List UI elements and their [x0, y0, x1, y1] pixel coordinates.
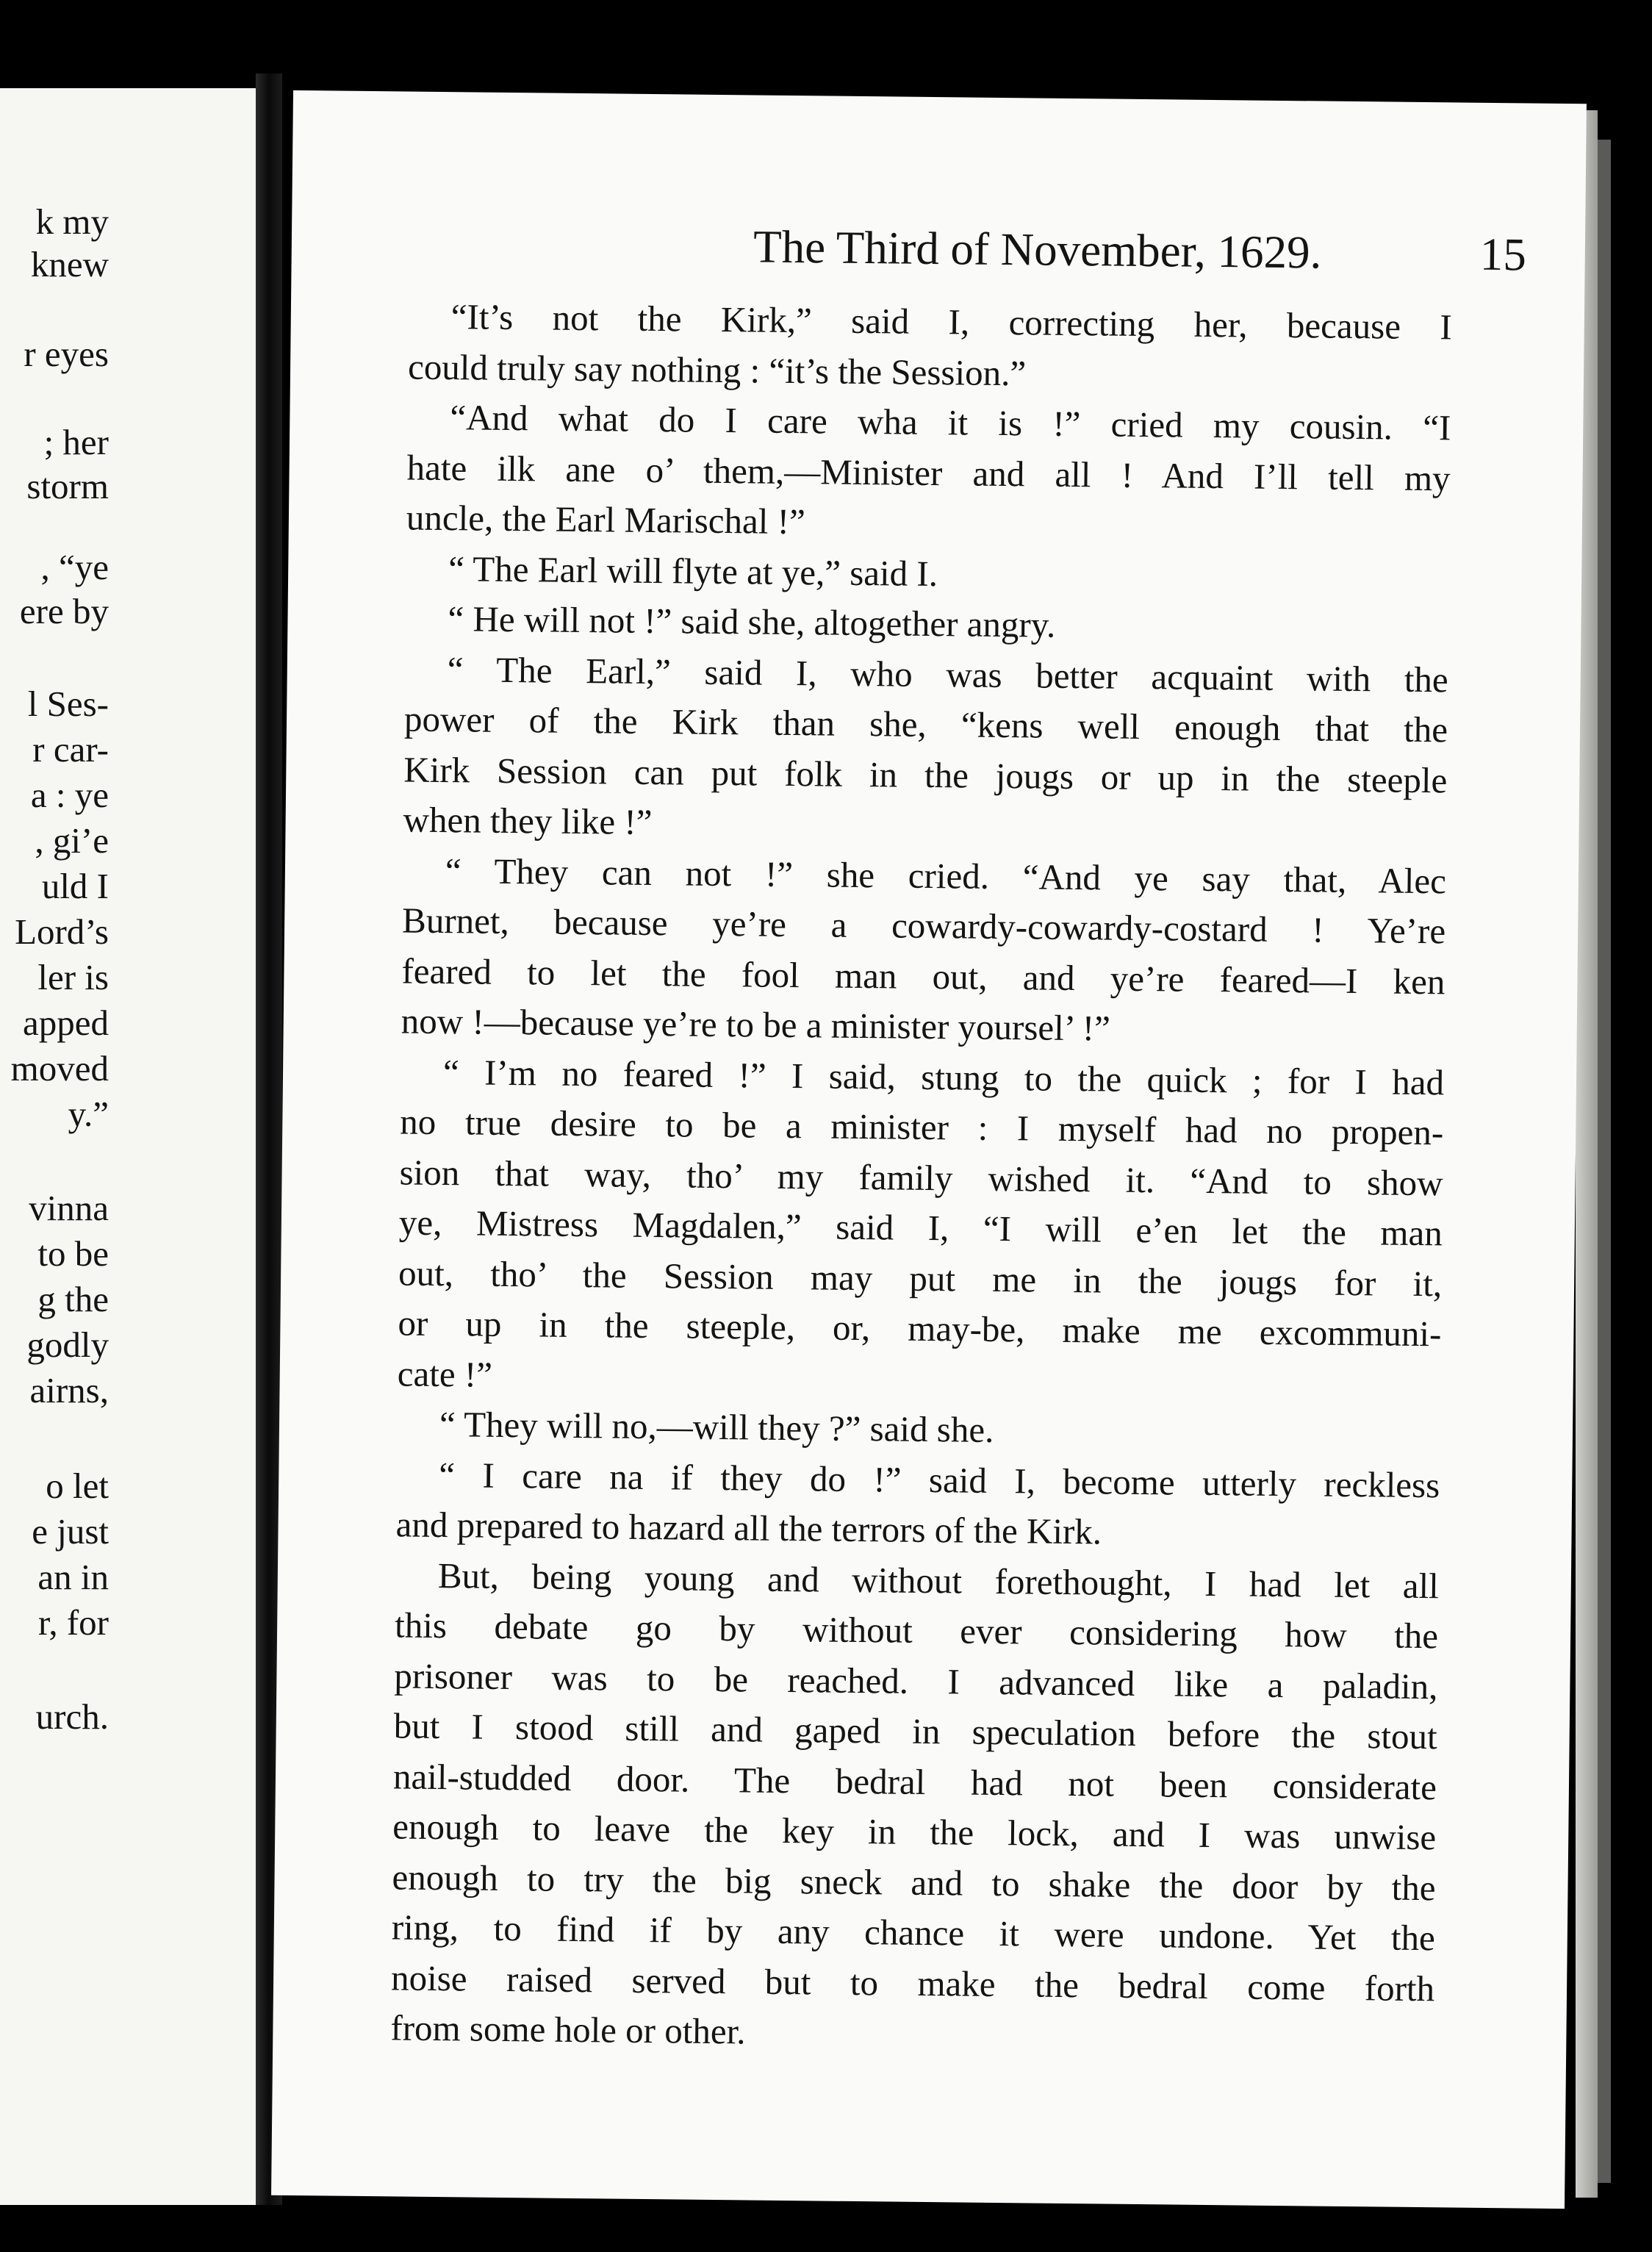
text-line: out, tho’ the Session may put me in the jougs for it, — [398, 1252, 1443, 1304]
text-line: but I stood still and gaped in speculation before the stout — [393, 1705, 1437, 1757]
running-header: The Third of November, 1629. — [753, 220, 1322, 279]
text-line: “And what do I care wha it is !” cried my cousin. “I — [450, 397, 1451, 448]
left-page-line-fragment: y.” — [68, 1094, 109, 1134]
left-page-line-fragment: l Ses- — [27, 684, 109, 724]
left-page-line-fragment: , “ye — [40, 547, 109, 587]
paragraph — [408, 292, 1452, 404]
left-page-line-fragment: urch. — [35, 1696, 109, 1737]
text-line: ye, Mistress Magdalen,” said I, “I will e’en let the man — [398, 1202, 1443, 1254]
text-line: ring, to find if by any chance it were undone. Yet the — [391, 1907, 1436, 1959]
paragraph — [403, 644, 1448, 856]
left-page-line-fragment: airns, — [29, 1370, 109, 1410]
paragraph — [395, 1449, 1440, 1561]
left-page-line-fragment: knew — [30, 244, 109, 284]
left-page-line-fragment: ere by — [19, 591, 109, 631]
left-page-line-fragment: uld I — [41, 866, 109, 906]
paragraph — [401, 845, 1446, 1058]
left-page-line-fragment: ler is — [37, 957, 109, 997]
left-page-line-fragment: k my — [35, 201, 109, 242]
left-page-line-fragment: vinna — [29, 1188, 109, 1228]
left-page-line-fragment: apped — [23, 1003, 109, 1043]
paragraph — [406, 392, 1451, 554]
text-line: and prepared to hazard all the terrors of the Kirk. — [395, 1504, 1102, 1552]
left-page-line-fragment: e just — [32, 1511, 109, 1552]
page-edge-shadow — [1598, 140, 1611, 2183]
text-line: “ They can not !” she cried. “And ye say that, Alec — [445, 850, 1447, 901]
text-line: prisoner was to be reached. I advanced like a paladin, — [394, 1654, 1438, 1707]
left-page-line-fragment: a : ye — [30, 775, 109, 815]
text-line: Burnet, because ye’re a cowardy-cowardy-costard ! Ye’re — [401, 900, 1446, 952]
text-line: from some hole or other. — [390, 2007, 746, 2052]
text-line: uncle, the Earl Marischal !” — [406, 497, 806, 542]
facing-page-left — [0, 88, 256, 2205]
text-line: or up in the steeple, or, may-be, make me excommuni- — [398, 1302, 1442, 1355]
left-page-line-fragment: g the — [37, 1279, 109, 1319]
text-line: “ He will not !” said she, altogether angry. — [448, 598, 1056, 645]
left-page-line-fragment: , gi’e — [35, 820, 109, 861]
left-page-line-fragment: ; her — [43, 422, 109, 462]
text-line: now !—because ye’re to be a minister yoursel’ !” — [401, 1000, 1111, 1049]
text-line: noise raised served but to make the bedral come forth — [390, 1957, 1435, 2009]
left-page-line-fragment: r, for — [38, 1602, 109, 1643]
text-line: “It’s not the Kirk,” said I, correcting her, because I — [450, 296, 1453, 348]
paragraph — [390, 1550, 1439, 2065]
text-line: power of the Kirk than she, “kens well enough that the — [403, 698, 1448, 750]
text-line: “ The Earl,” said I, who was better acquaint with the — [447, 648, 1449, 700]
left-page-line-fragment: o let — [46, 1466, 109, 1506]
text-line: But, being young and without forethought, I had let all — [437, 1554, 1440, 1606]
left-page-line-fragment: moved — [10, 1048, 109, 1089]
left-page-line-fragment: godly — [26, 1324, 109, 1365]
text-line: “ I’m no feared !” I said, stung to the quick ; for I had — [442, 1051, 1445, 1102]
paragraph — [397, 1047, 1444, 1410]
text-line: enough to try the big sneck and to shake the door by the — [392, 1856, 1436, 1908]
text-line: enough to leave the key in the lock, and I was unwise — [392, 1806, 1437, 1858]
text-line: cate !” — [397, 1352, 493, 1395]
book-page — [271, 90, 1587, 2209]
text-line: Kirk Session can put folk in the jougs or up in the steeple — [403, 748, 1448, 800]
text-line: could truly say nothing : “it’s the Session.” — [407, 346, 1027, 393]
left-page-line-fragment: an in — [37, 1557, 109, 1597]
text-line: “ They will no,—will they ?” said she. — [439, 1404, 994, 1450]
text-line: nail-studded door. The bedral had not been considerate — [392, 1755, 1437, 1807]
left-page-line-fragment: to be — [37, 1233, 109, 1274]
left-page-line-fragment: Lord’s — [15, 911, 109, 952]
text-line: when they like !” — [403, 799, 653, 843]
text-line: no true desire to be a minister : I myself had no propen- — [400, 1101, 1444, 1153]
left-page-line-fragment: storm — [26, 466, 109, 506]
left-page-line-fragment: r eyes — [24, 334, 109, 374]
text-line: this debate go by without ever considering how the — [394, 1604, 1439, 1657]
left-page-line-fragment: r car- — [32, 729, 109, 770]
body-text — [390, 292, 1452, 2065]
text-line: feared to let the fool man out, and ye’re feared—I ken — [401, 950, 1446, 1002]
text-line: “ The Earl will flyte at ye,” said I. — [448, 548, 938, 594]
page-number: 15 — [1479, 228, 1527, 281]
text-line: sion that way, tho’ my family wished it. “And to show — [399, 1151, 1443, 1203]
text-line: “ I care na if they do !” said I, become utterly reckless — [439, 1454, 1440, 1505]
text-line: hate ilk ane o’ them,—Minister and all ! And I’ll tell my — [406, 447, 1451, 498]
